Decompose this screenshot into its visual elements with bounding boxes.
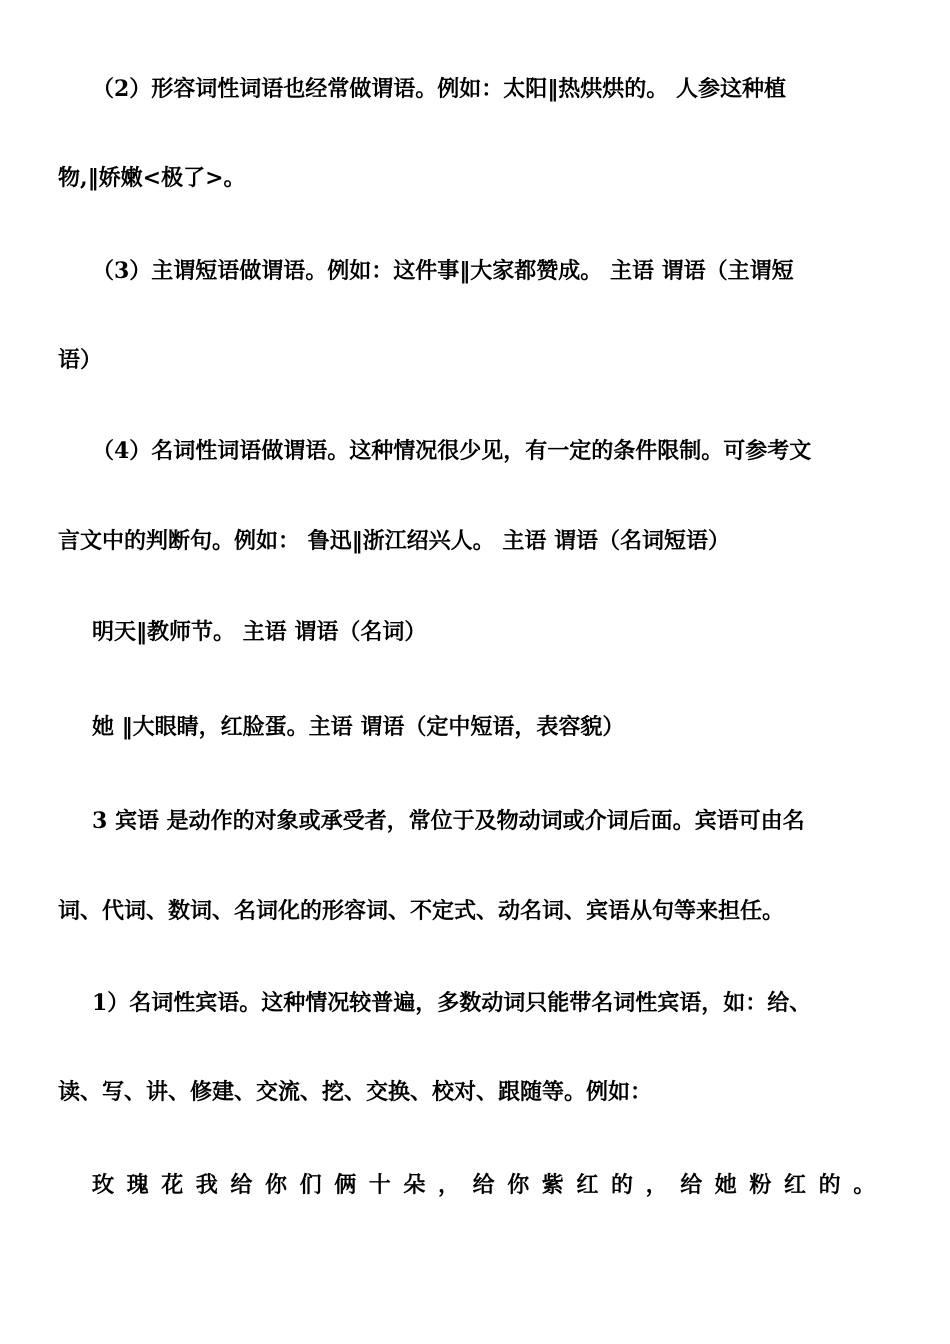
paragraph-line-7: 3 宾语 是动作的对象或承受者，常位于及物动词或介词后面。宾语可由名 (92, 808, 805, 834)
paragraph-line-5: （4）名词性词语做谓语。这种情况很少见，有一定的条件限制。可参考文 (92, 438, 812, 464)
example-line-1: 明天‖教师节。 主语 谓语（名词） (92, 619, 427, 645)
paragraph-line-1: （2）形容词性词语也经常做谓语。例如：太阳‖热烘烘的。 人参这种植 (92, 76, 786, 102)
paragraph-line-3: （3）主谓短语做谓语。例如：这件事‖大家都赞成。 主语 谓语（主谓短 (92, 258, 794, 284)
paragraph-line-9: 1）名词性宾语。这种情况较普遍，多数动词只能带名词性宾语，如：给、 (92, 990, 812, 1016)
paragraph-line-10: 读、写、讲、修建、交流、挖、交换、校对、跟随等。例如： (58, 1079, 653, 1105)
paragraph-line-6: 言文中的判断句。例如： 鲁迅‖浙江绍兴人。 主语 谓语（名词短语） (58, 528, 730, 554)
paragraph-line-8: 词、代词、数词、名词化的形容词、不定式、动名词、宾语从句等来担任。 (58, 898, 785, 924)
paragraph-line-2: 物,‖娇嫩<极了>。 (58, 165, 246, 191)
example-sentence: 玫瑰花我给你们俩十朵，给你紫红的，给她粉红的。 (92, 1172, 888, 1198)
example-line-2: 她 ‖大眼睛，红脸蛋。主语 谓语（定中短语，表容貌） (92, 714, 625, 740)
paragraph-line-4: 语） (58, 347, 103, 373)
